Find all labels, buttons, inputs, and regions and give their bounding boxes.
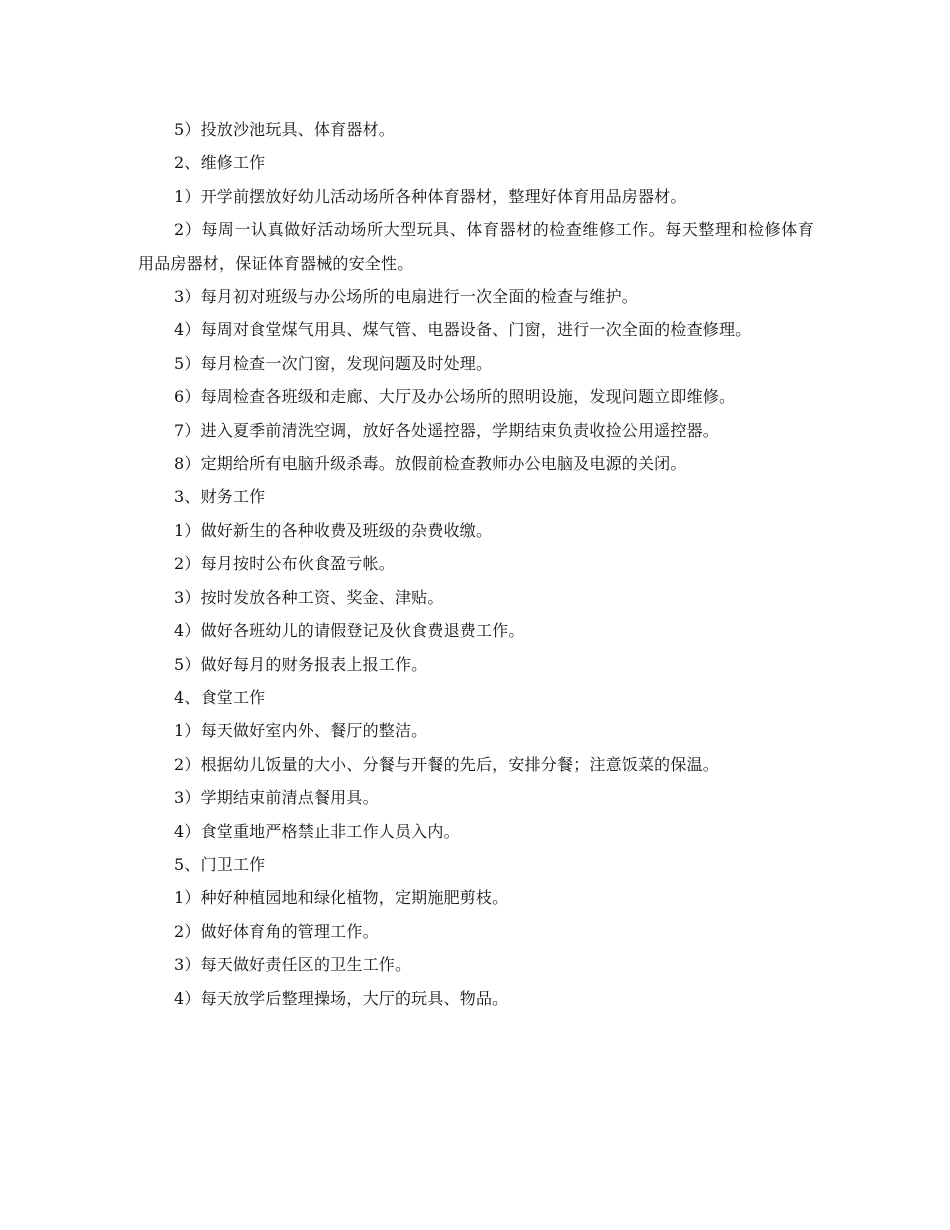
paragraph-maintenance-1: 1）开学前摆放好幼儿活动场所各种体育器材，整理好体育用品房器材。 <box>174 186 687 206</box>
paragraph-gatekeeping-2: 2）做好体育角的管理工作。 <box>174 921 379 941</box>
paragraph-maintenance-3: 3）每月初对班级与办公场所的电扇进行一次全面的检查与维护。 <box>174 287 638 307</box>
paragraph-maintenance-4: 4）每周对食堂煤气用具、煤气管、电器设备、门窗，进行一次全面的检查修理。 <box>174 320 752 340</box>
paragraph-canteen-2: 2）根据幼儿饭量的大小、分餐与开餐的先后，安排分餐；注意饭菜的保温。 <box>174 754 719 774</box>
paragraph-gatekeeping-1: 1）种好种植园地和绿化植物，定期施肥剪枝。 <box>174 888 509 908</box>
paragraph-maintenance-6: 6）每周检查各班级和走廊、大厅及办公场所的照明设施，发现问题立即维修。 <box>174 387 736 407</box>
paragraph-finance-5: 5）做好每月的财务报表上报工作。 <box>174 654 428 674</box>
paragraph-gatekeeping-3: 3）每天做好责任区的卫生工作。 <box>174 955 412 975</box>
paragraph-finance-4: 4）做好各班幼儿的请假登记及伙食费退费工作。 <box>174 621 525 641</box>
paragraph-finance-1: 1）做好新生的各种收费及班级的杂费收缴。 <box>174 520 493 540</box>
paragraph-maintenance-8: 8）定期给所有电脑升级杀毒。放假前检查教师办公电脑及电源的关闭。 <box>174 454 687 474</box>
paragraph-maintenance-7: 7）进入夏季前清洗空调，放好各处遥控器，学期结束负责收捡公用遥控器。 <box>174 420 719 440</box>
section-heading-gatekeeping: 5、门卫工作 <box>174 854 266 874</box>
section-heading-finance: 3、财务工作 <box>174 487 266 507</box>
section-heading-canteen: 4、食堂工作 <box>174 687 266 707</box>
section-heading-maintenance: 2、维修工作 <box>174 153 266 173</box>
paragraph-canteen-4: 4）食堂重地严格禁止非工作人员入内。 <box>174 821 460 841</box>
paragraph-finance-2: 2）每月按时公布伙食盈亏帐。 <box>174 554 395 574</box>
paragraph-finance-3: 3）按时发放各种工资、奖金、津贴。 <box>174 587 444 607</box>
paragraph-gatekeeping-4: 4）每天放学后整理操场，大厅的玩具、物品。 <box>174 988 509 1008</box>
document-body <box>138 113 814 1015</box>
paragraph-maintenance-5: 5）每月检查一次门窗，发现问题及时处理。 <box>174 353 493 373</box>
paragraph-canteen-3: 3）学期结束前清点餐用具。 <box>174 788 379 808</box>
paragraph-canteen-1: 1）每天做好室内外、餐厅的整洁。 <box>174 721 428 741</box>
paragraph-maintenance-2: 2）每周一认真做好活动场所大型玩具、体育器材的检查维修工作。每天整理和检修体育用品房器材，保证体育器械的安全性。 <box>138 220 814 273</box>
paragraph-item-5-sandbox: 5）投放沙池玩具、体育器材。 <box>174 120 395 139</box>
